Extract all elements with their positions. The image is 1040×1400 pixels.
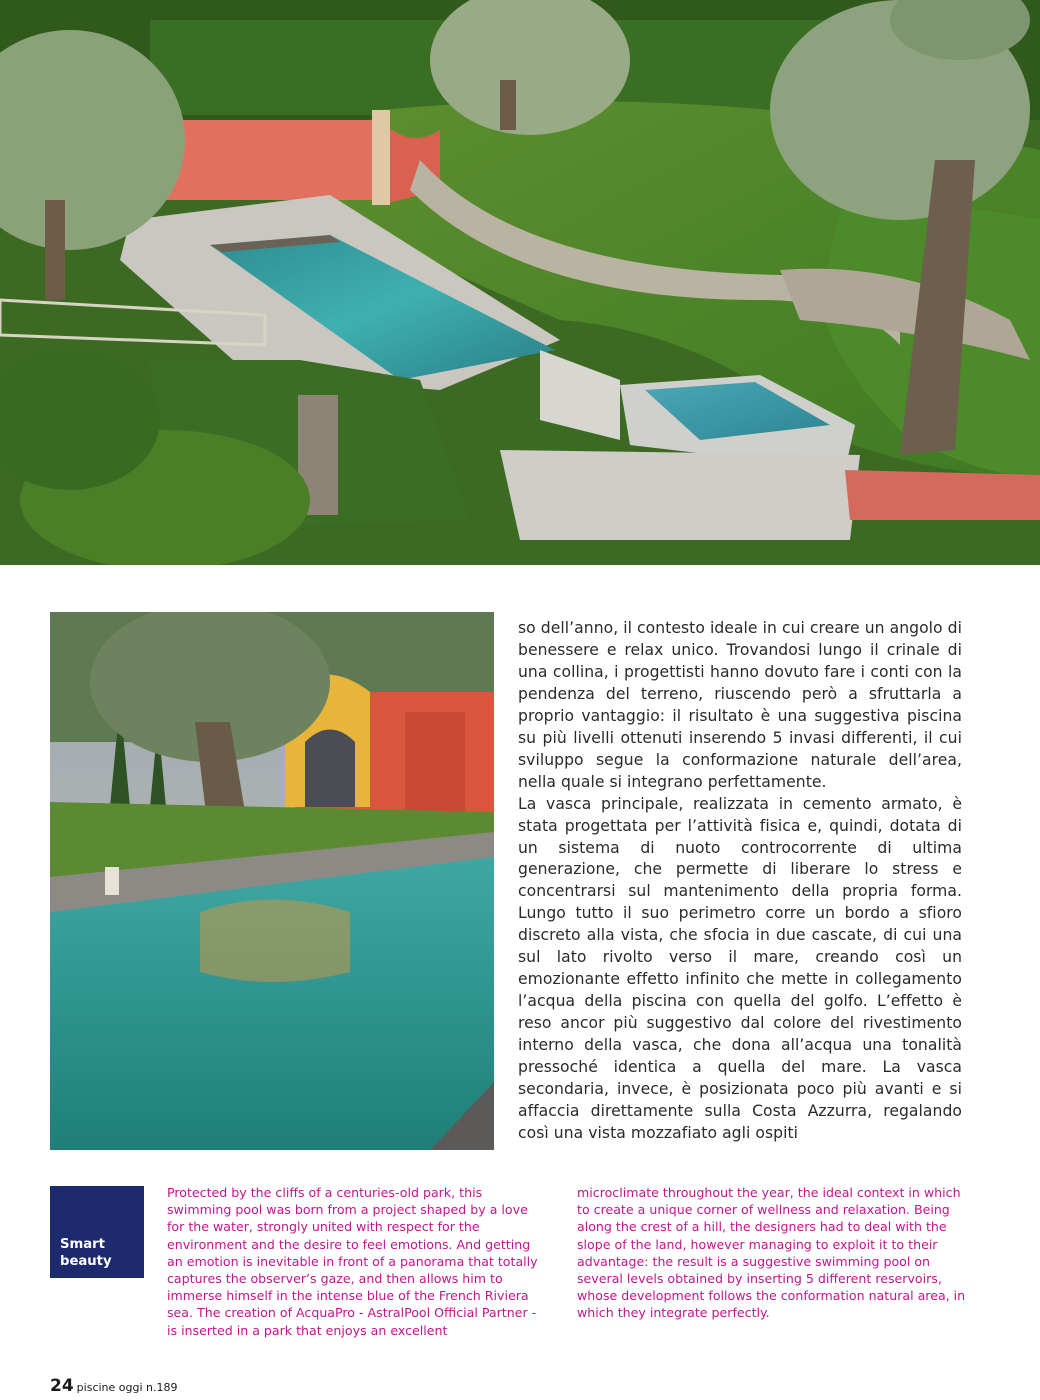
page-footer (50, 1376, 178, 1396)
inset-photo (50, 612, 494, 1150)
hero-photo (0, 0, 1040, 565)
smart-beauty-line-2: beauty (60, 1254, 112, 1269)
italian-article-text (518, 618, 962, 1145)
english-text-column-1: Protected by the cliffs of a centuries-old park, this swimming pool was born from a project shaped by a love for the water, strongly united with respect for the environment and the desire to feel emotions. And getting an emotion is inevitable in front of a panorama that totally captures the observer’s gaze, and then allows him to immerse himself in the intense blue of the French Riviera sea. The creation of AcquaPro - AstralPool Official Partner - is inserted in a park that enjoys an excellent (167, 1185, 538, 1338)
page-number: 24 (50, 1376, 74, 1396)
smart-beauty-box (50, 1186, 144, 1278)
english-text-column-2: microclimate throughout the year, the ideal context in which to create a unique corner of wellness and relaxation. Being along the crest of a hill, the designers had to deal with the slope of the land, however managing to exploit it to their advantage: the result is a suggestive swimming pool on several levels obtained by inserting 5 different reservoirs, whose development follows the conformation natural area, in which they integrate perfectly. (577, 1185, 966, 1321)
italian-paragraph-1: so dell’anno, il contesto ideale in cui creare un angolo di benessere e relax unico. Trovandosi lungo il crinale di una collina, i progettisti hanno dovuto fare i conti con la pendenza del terreno, riuscendo però a sfruttarla a proprio vantaggio: il risultato è una suggestiva piscina su più livelli ottenuti inserendo 5 invasi differenti, il cui sviluppo segue la conformazione naturale dell’area, nella quale si integrano perfettamente. (518, 619, 962, 791)
magazine-issue: piscine oggi n.189 (76, 1381, 178, 1394)
smart-beauty-line-1: Smart (60, 1237, 105, 1252)
italian-paragraph-2: La vasca principale, realizzata in cemento armato, è stata progettata per l’attività fisica e, quindi, dotata di un sistema di nuoto controcorrente di ultima generazione, che permette di liberare lo stress e concentrarsi sul mantenimento della propria forma. Lungo tutto il suo perimetro corre un bordo a sfioro discreto alla vista, che sfocia in due cascate, di cui una sul lato rivolto verso il mare, creando così un emozionante effetto infinito che mette in collegamento l’acqua della piscina con quella del golfo. L’effetto è reso ancor più suggestivo dal colore del rivestimento interno della vasca, che dona all’acqua una tonalità pressoché identica a quella del mare. La vasca secondaria, invece, è posizionata poco più avanti e si affaccia direttamente sulla Costa Azzurra, regalando così una vista mozzafiato agli ospiti (518, 794, 962, 1142)
